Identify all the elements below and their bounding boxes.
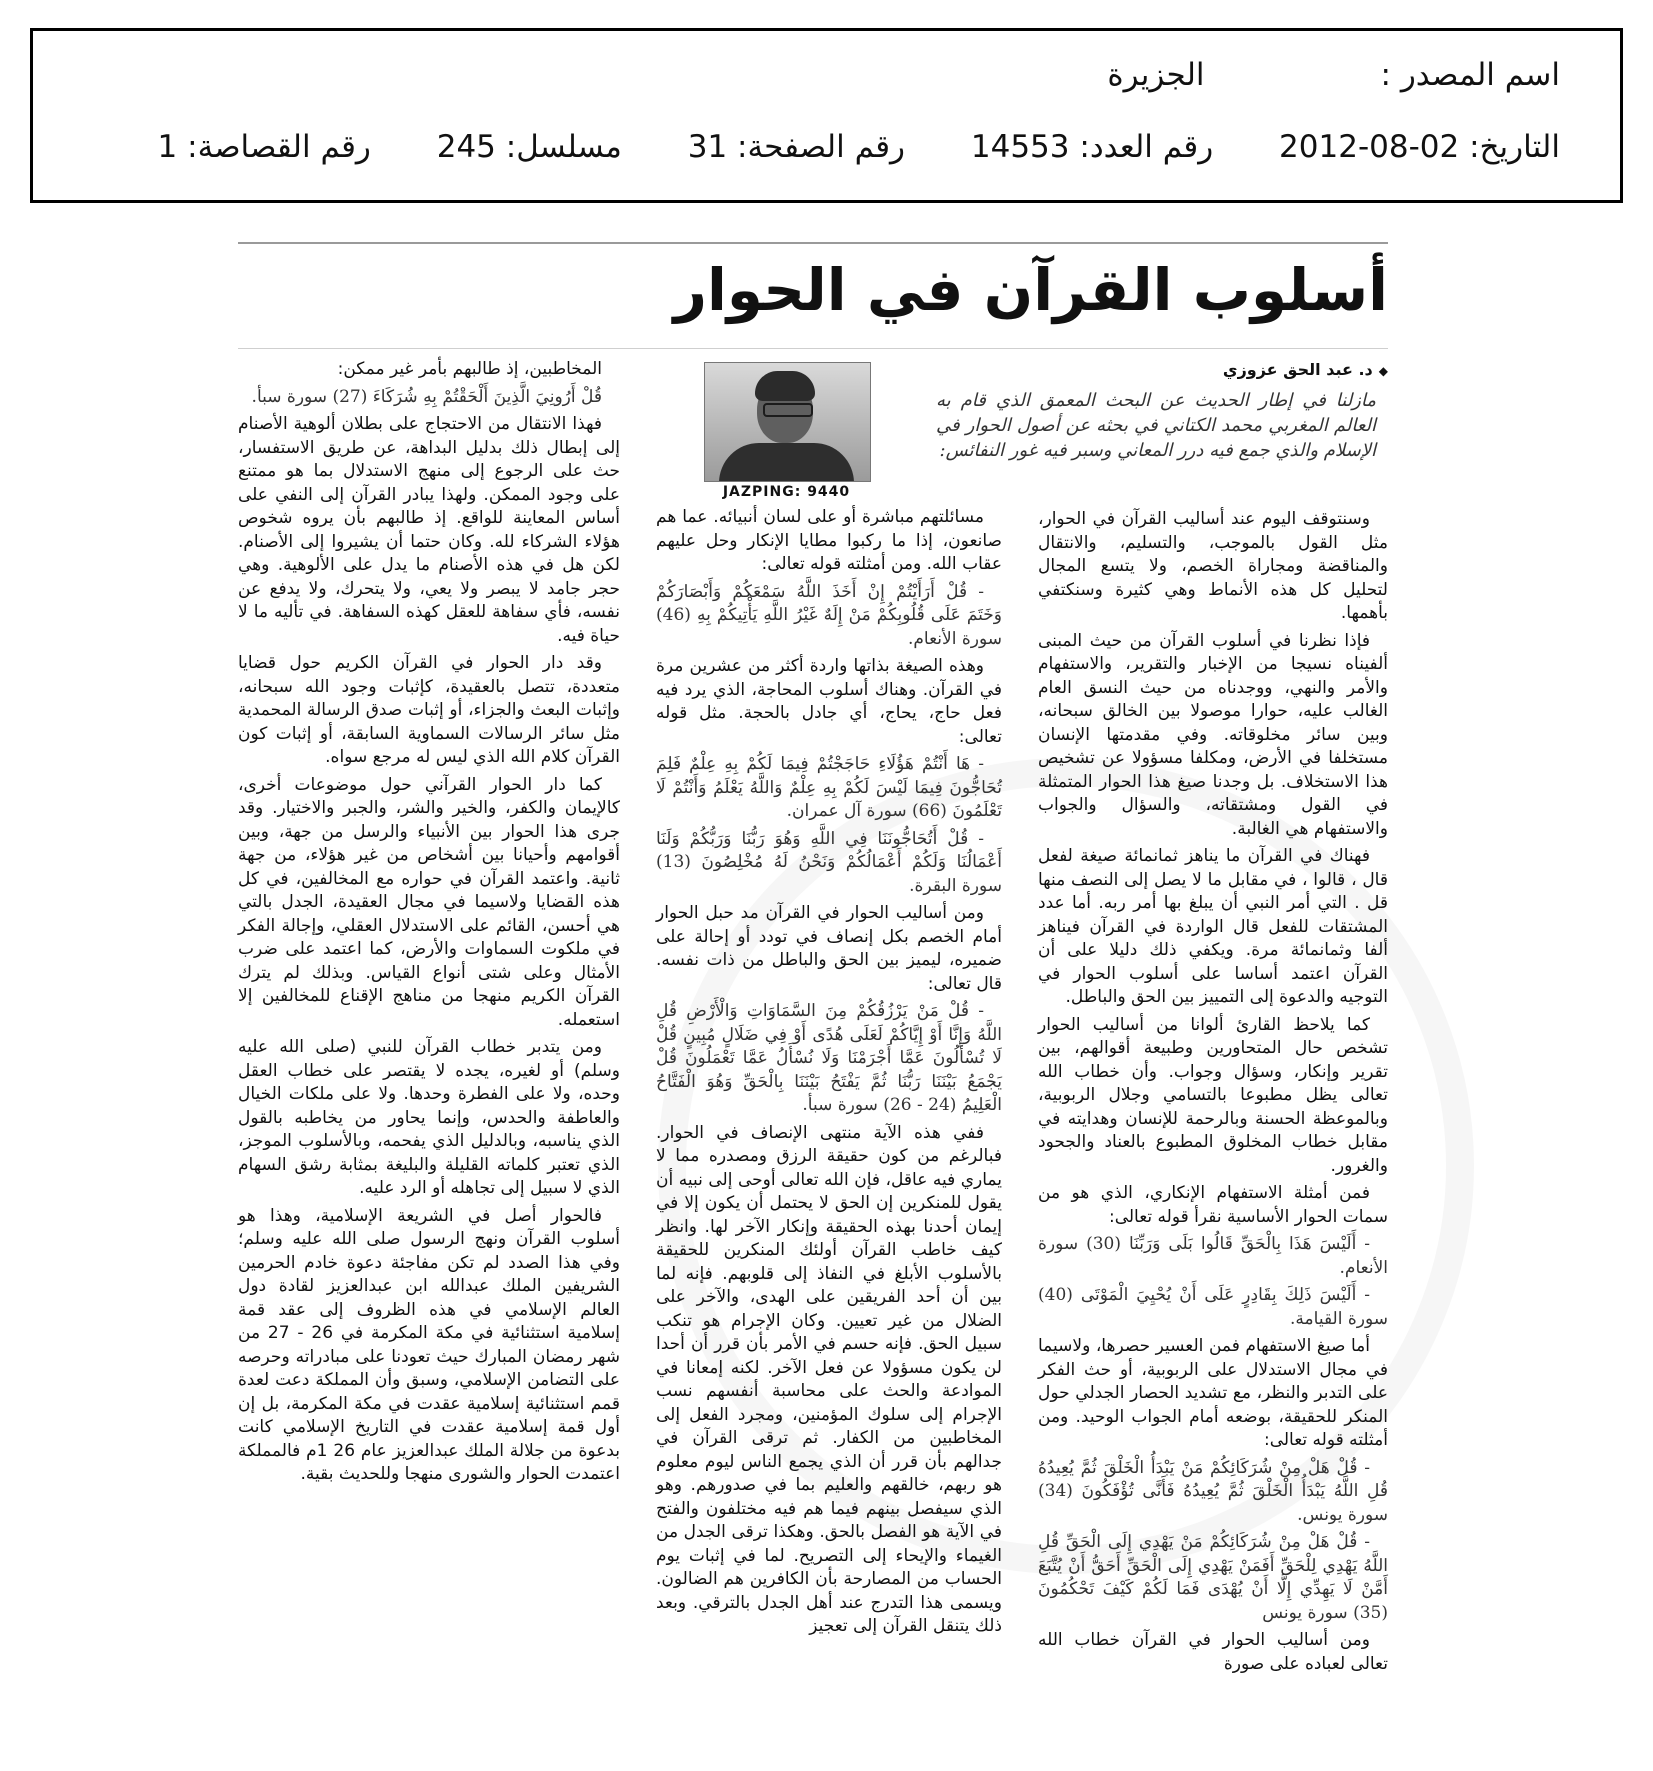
- paragraph: المخاطبين، إذ طالبهم بأمر غير ممكن:: [337, 359, 602, 379]
- paragraph: ومن أساليب الحوار في القرآن خطاب الله تعالى لعباده على صورة: [1038, 1630, 1388, 1674]
- article-intro: مازلنا في إطار الحديث عن البحث المعمق الذي قام به العالم المغربي محمد الكتاني في بحثه عن أصول الحوار في الإسلام والذي جمع فيه درر المعاني وسبر فيه غور النفائس:: [936, 390, 1376, 461]
- serial-value: 245: [436, 129, 496, 165]
- quran-verse: - أَلَيْسَ هَذَا بِالْحَقِّ قَالُوا بَلَى وَرَبِّنَا (30) سورة الأنعام.: [1038, 1234, 1388, 1278]
- title-rule: [238, 348, 1388, 349]
- paragraph: كما دار الحوار القرآني حول موضوعات أخرى، كالإيمان والكفر، والخير والشر، والجبر والاختيار. وقد جرى هذا الحوار بين الأنبياء والرسل من جهة، وبين أقوامهم وأحيانا بين أشخاص من غير هؤلاء، من جهة ثانية. واعتمد القرآن في حواره مع المخالفين، في كل هذه القضايا ولاسيما في مجال العقيدة، الجدل بالتي هي أحسن، القائم على الاستدلال العقلي، وإجالة الفكر في ملكوت السماوات والأرض، كما اعتمد على ضرب الأمثال وعلى شتى أنواع القياس. وبذلك لم يترك القرآن الكريم منهجا من مناهج الإقناع للمخالفين إلا استعمله.: [238, 774, 620, 1030]
- clip-value: 1: [157, 129, 178, 165]
- paragraph: وهذه الصيغة بذاتها واردة أكثر من عشرين مرة في القرآن. وهناك أسلوب المحاجة، الذي يرد فيه فعل حاج، يحاج، أي جادل بالحجة. مثل قوله تعالى:: [656, 656, 1002, 747]
- quran-verse: - قُلْ هَلْ مِنْ شُرَكَائِكُمْ مَنْ يَبْدَأُ الْخَلْقَ ثُمَّ يُعِيدُهُ قُلِ اللَّهُ يَبْدَأُ الْخَلْقَ ثُمَّ يُعِيدُهُ فَأَنَّى تُؤْفَكُونَ (34) سورة يونس.: [1038, 1457, 1388, 1525]
- author-photo: [704, 362, 871, 482]
- clip-label: رقم القصاصة:: [187, 129, 371, 165]
- source-info-box: [30, 28, 1623, 203]
- photo-credit: JAZPING: 9440: [722, 484, 851, 500]
- quran-verse: - قُلْ هَلْ مِنْ شُرَكَائِكُمْ مَنْ يَهْدِي إِلَى الْحَقِّ قُلِ اللَّهُ يَهْدِي لِلْحَقِّ أَفَمَنْ يَهْدِي إِلَى الْحَقِّ أَحَقُّ أَنْ يُتَّبَعَ أَمَّنْ لَا يَهِدِّي إِلَّا أَنْ يُهْدَى فَمَا لَكُمْ كَيْفَ تَحْكُمُونَ (35) سورة يونس: [1038, 1532, 1388, 1623]
- issue-value: 14553: [970, 129, 1070, 165]
- paragraph: مسائلتهم مباشرة أو على لسان أنبيائه. عما هم صانعون، إذا ما ركبوا مطايا الإنكار وحل عليهم عقاب الله. ومن أمثلته قوله تعالى:: [656, 507, 1002, 574]
- quran-verse: - قُلْ مَنْ يَرْزُقُكُمْ مِنَ السَّمَاوَاتِ وَالْأَرْضِ قُلِ اللَّهُ وَإِنَّا أَوْ إِيَّاكُمْ لَعَلَى هُدًى أَوْ فِي ضَلَالٍ مُبِينٍ قُلْ لَا تُسْأَلُونَ عَمَّا أَجْرَمْنَا وَلَا نُسْأَلُ عَمَّا تَعْمَلُونَ قُلْ يَجْمَعُ بَيْنَنَا رَبُّنَا ثُمَّ يَفْتَحُ بَيْنَنَا بِالْحَقِّ وَهُوَ الْفَتَّاحُ الْعَلِيمُ (24 - 26) سورة سبأ.: [656, 1001, 1002, 1115]
- diamond-icon: ◆: [1378, 364, 1388, 378]
- paragraph: فهذا الانتقال من الاحتجاج على بطلان ألوهية الأصنام إلى إبطال ذلك بدليل البداهة، عن طريق الاستفسار، حث على الرجوع إلى منهج الاستدلال بما هو ممتنع على وجود الممكن. ولهذا يبادر القرآن إلى النفي على أساس المعاينة للواقع. إذ طالبهم بأن يروه شخوص هؤلاء الشركاء لله. وكان حتما أن يشيروا إلى الأصنام. لكن هل في هذه الأصنام ما يدل على الألوهية. وهي حجر جامد لا يبصر ولا يعي، ولا يتحرك، ولا يدفع عن نفسه، فأي سفاهة للعقل كهذه السفاهة. في تأليه ما لا حياة فيه.: [238, 414, 620, 646]
- article-column-3: [238, 358, 620, 1491]
- source-value: الجزيرة: [1107, 57, 1205, 93]
- newspaper-clipping: [238, 238, 1388, 1758]
- paragraph: كما يلاحظ القارئ ألوانا من أساليب الحوار تشخص حال المتحاورين وطبيعة أقوالهم، بين تقرير وإنكار، وسؤال وجواب. وأن خطاب الله تعالى يظل مطبوعا بالتسامي وجلال الربوبية، وبالموعظة الحسنة وبالرحمة للإنسان وهدايته في مقابل خطاب المخلوق المطبوع بالعناد والجحود والغرور.: [1038, 1014, 1388, 1176]
- page-value: 31: [687, 129, 728, 165]
- paragraph: فمن أمثلة الاستفهام الإنكاري، الذي هو من سمات الحوار الأساسية نقرأ قوله تعالى:: [1038, 1183, 1388, 1227]
- paragraph: فهناك في القرآن ما يناهز ثمانمائة صيغة لفعل قال ، قالوا ، في مقابل ما لا يصل إلى النصف منها قل . التي أمر النبي أن يبلغ بها أمر ربه. أما عدد المشتقات للفعل قال الواردة في القرآن فيناهز ألفا وثمانمائة مرة. ويكفي ذلك دليلا على أن القرآن اعتمد أساسا على أسلوب الحوار في التوجيه والدعوة إلى التمييز بين الحق والباطل.: [1038, 846, 1388, 1007]
- article-title: أسلوب القرآن في الحوار: [673, 256, 1388, 324]
- quran-verse: قُلْ أَرُونِيَ الَّذِينَ أَلْحَقْتُمْ بِهِ شُرَكَاءَ (27) سورة سبأ.: [251, 386, 602, 407]
- paragraph: ومن أساليب الحوار في القرآن مد حبل الحوار أمام الخصم بكل إنصاف في تودد أو إحالة على ضميره، ليميز بين الحق والباطل من ذات نفسه. قال تعالى:: [656, 903, 1002, 994]
- paragraph: فالحوار أصل في الشريعة الإسلامية، وهذا هو أسلوب القرآن ونهج الرسول صلى الله عليه وسلم؛ وفي هذا الصدد لم تكن مفاجئة دعوة خادم الحرمين الشريفين الملك عبدالله ابن عبدالعزيز لقادة دول العالم الإسلامي في هذه الظروف إلى عقد قمة إسلامية استثنائية في مكة المكرمة في 26 - 27 من شهر رمضان المبارك حيث تعودنا على مبادراته وحرصه على التضامن الإسلامي، وسبق وأن المملكة دعت لعدة قمم استثنائية إسلامية عقدت في مكة المكرمة، بل إن أول قمة إسلامية عقدت في التاريخ الإسلامي كانت بدعوة من جلالة الملك عبدالعزيز عام 26 1م فالمملكة اعتمدت الحوار والشورى منهجا وللحديث بقية.: [238, 1205, 621, 1484]
- quran-verse: - هَا أَنْتُمْ هَؤُلَاءِ حَاجَجْتُمْ فِيمَا لَكُمْ بِهِ عِلْمٌ فَلِمَ تُحَاجُّونَ فِيمَا لَيْسَ لَكُمْ بِهِ عِلْمٌ وَاللَّهُ يَعْلَمُ وَأَنْتُمْ لَا تَعْلَمُونَ (66) سورة آل عمران.: [656, 754, 1002, 821]
- paragraph: فإذا نظرنا في أسلوب القرآن من حيث المبنى ألفيناه نسيجا من الإخبار والتقرير، والاستفهام والأمر والنهي، ووجدناه من حيث النسق العام الغالب عليه، حوارا موصولا بين الخالق سبحانه، وبين سائر مخلوقاته. وفي مقدمتها الإنسان مستخلفا في الأرض، ومكلفا مسؤولا عن تشخيص هذا الاستخلاف. بل وجدنا صيغ هذا الحوار المتمثلة في القول ومشتقاته، والسؤال والجواب والاستفهام هي الغالبة.: [1038, 630, 1388, 839]
- paragraph: وسنتوقف اليوم عند أساليب القرآن في الحوار، مثل القول بالموجب، والتسليم، والانتقال والمناقضة ومجاراة الخصم، ولا يتسع المجال لتحليل كل هذه الأنماط وهي كثيرة وسنكتفي بأهمها.: [1038, 509, 1388, 623]
- date-label: التاريخ:: [1469, 129, 1560, 165]
- date-value: 2012-08-02: [1279, 129, 1460, 165]
- page-label: رقم الصفحة:: [737, 129, 906, 165]
- quran-verse: - قُلْ أَرَأَيْتُمْ إِنْ أَخَذَ اللَّهُ سَمْعَكُمْ وَأَبْصَارَكُمْ وَخَتَمَ عَلَى قُلُوبِكُمْ مَنْ إِلَهٌ غَيْرُ اللَّهِ يَأْتِيكُمْ بِهِ (46) سورة الأنعام.: [656, 581, 1002, 649]
- article-column-1: [1038, 508, 1388, 1680]
- author-name: د. عبد الحق عزوزي: [1222, 360, 1373, 379]
- source-label: اسم المصدر :: [1380, 57, 1560, 93]
- source-line: [1107, 57, 1560, 93]
- quran-verse: - قُلْ أَتُحَاجُّونَنَا فِي اللَّهِ وَهُوَ رَبُّنَا وَرَبُّكُمْ وَلَنَا أَعْمَالُنَا وَلَكُمْ أَعْمَالُكُمْ وَنَحْنُ لَهُ مُخْلِصُونَ (13) سورة البقرة.: [656, 828, 1002, 896]
- paragraph: وقد دار الحوار في القرآن الكريم حول قضايا متعددة، تتصل بالعقيدة، كإثبات وجود الله سبحانه، وإثبات البعث والجزاء، أو إثبات صدق الرسالة المحمدية مثل سائر الرسالات السماوية السابقة، أو إثبات كون القرآن كلام الله الذي ليس له مرجع سواه.: [238, 653, 620, 767]
- top-rule: [238, 242, 1388, 244]
- paragraph: ففي هذه الآية منتهى الإنصاف في الحوار. فبالرغم من كون حقيقة الرزق ومصدره مما لا يماري فيه عاقل، فإن الله تعالى أوحى إلى نبيه أن يقول للمنكرين إن الحق لا يحتمل أن يكون إلا في إيمان أحدنا بهذه الحقيقة وإنكار الآخر لها. وانظر كيف خاطب القرآن أولئك المنكرين للحقيقة بالأسلوب الأبلغ في النفاذ إلى قلوبهم. فإنه لما بين أن أحد الفريقين على الهدى، والآخر على الضلال من غير تعيين. وكان الإجرام هو تنكب سبيل الحق. فإنه حسم في الأمر بأن قرر أن أحدا لن يكون مسؤولا عن فعل الآخر. لكنه إمعانا في الموادعة والحث على محاسبة أنفسهم نسب الإجرام إلى سلوك المؤمنين، ومجرد الفعل إلى المخاطبين من الكفار. ثم ترقى القرآن في جدالهم بأن قرر أن الذي يجمع الناس ليوم معلوم هو ربهم، خالقهم والعليم بما في صدورهم. وهو الذي سيفصل بينهم فيما هم فيه مختلفون والفتح في الآية هو الفصل بالحق. وهكذا ترقى الجدل من الغيماء والإيحاء إلى التصريح. لما في إثبات يوم الحساب من المصارحة بأن الكافرين هم الضالون. ويسمى هذا التدرج عند أهل الجدل بالترقي. وبعد ذلك يتنقل القرآن إلى تعجيز: [656, 1122, 1002, 1636]
- quran-verse: - أَلَيْسَ ذَلِكَ بِقَادِرٍ عَلَى أَنْ يُحْيِيَ الْمَوْتَى (40) سورة القيامة.: [1038, 1285, 1388, 1329]
- meta-line: [158, 129, 1560, 165]
- author-byline: [1223, 360, 1388, 379]
- issue-label: رقم العدد:: [1079, 129, 1214, 165]
- paragraph: ومن يتدبر خطاب القرآن للنبي (صلى الله عليه وسلم) أو لغيره، يجده لا يقتصر على خطاب العقل وحده، ولا على الفطرة وحدها. ولا على ملكات الخيال والعاطفة والحدس، وإنما يحاور من يخاطبه بالقول الذي يناسبه، وبالدليل الذي يفحمه، وبالأسلوب الموجز، الذي تعتبر كلماته القليلة والبليغة بمثابة رشق السهام الذي لا سبيل إلى تجاهله أو الرد عليه.: [238, 1037, 620, 1198]
- article-column-2: [656, 506, 1002, 1643]
- serial-label: مسلسل:: [505, 129, 622, 165]
- paragraph: أما صيغ الاستفهام فمن العسير حصرها، ولاسيما في مجال الاستدلال على الربوبية، أو حث الفكر على التدبر والنظر، مع تشديد الحصار الجدلي حول المنكر للحقيقة، بوضعه أمام الجواب الوحيد. ومن أمثلته قوله تعالى:: [1038, 1336, 1388, 1450]
